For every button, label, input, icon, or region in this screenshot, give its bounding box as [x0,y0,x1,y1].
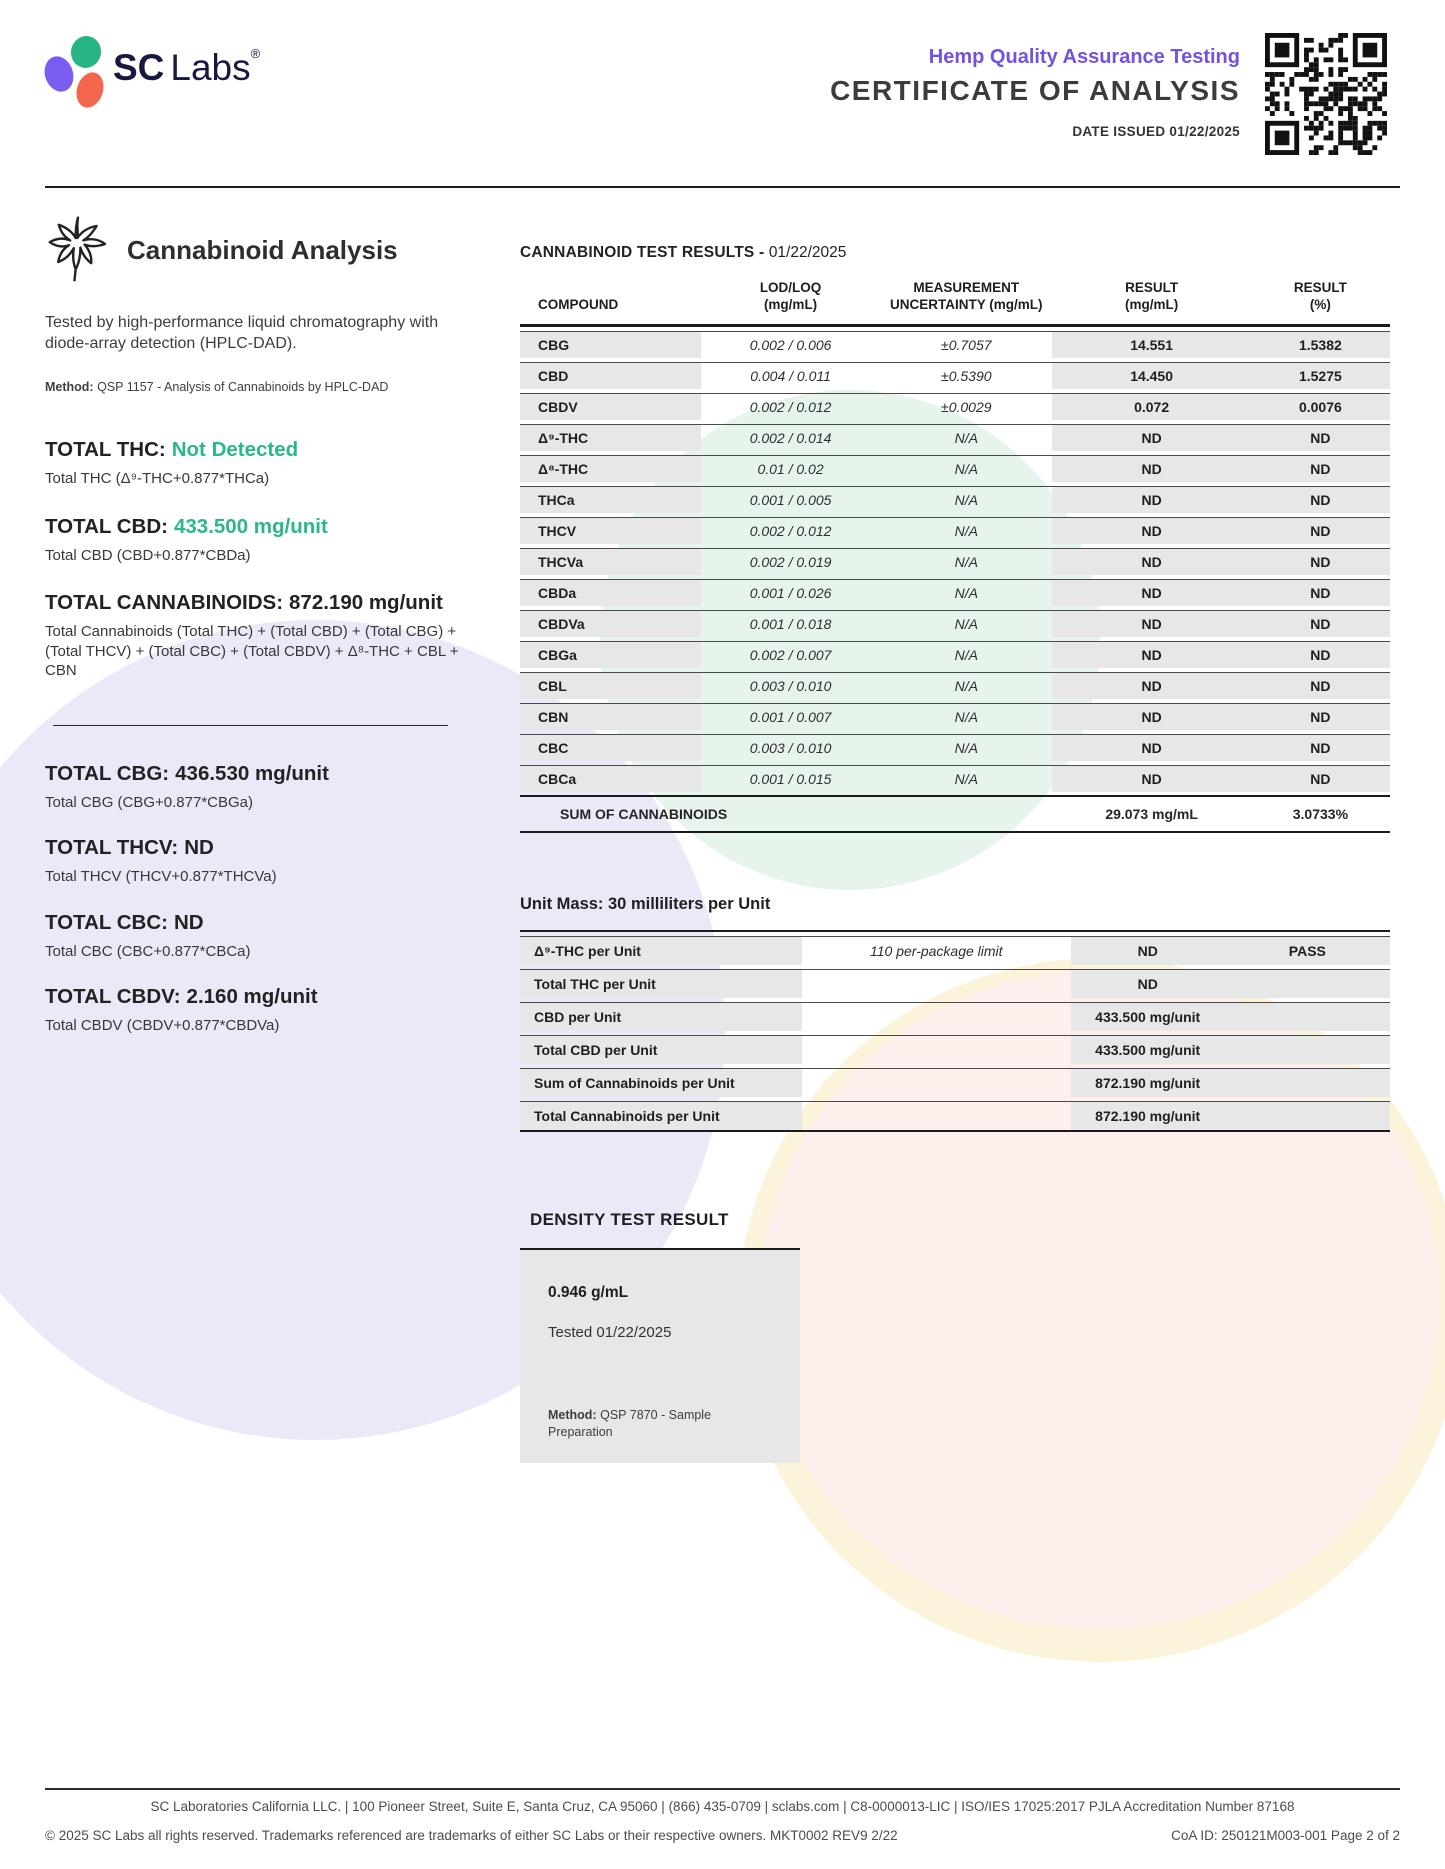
totals-group-2 [45,762,460,1036]
column-header-result-mg [1052,280,1250,314]
table-row [520,362,1390,389]
logo-sc-text: SC [113,47,165,88]
cell-result-mg: 0.072 [1052,394,1250,420]
total-item [45,438,460,489]
header-line: (mg/mL) [763,296,818,312]
cell-unit-limit [802,1069,1071,1097]
cell-unit-pass [1225,1003,1390,1031]
unit-mass-heading: Unit Mass: 30 milliliters per Unit [520,894,771,913]
total-label: TOTAL THCV: [45,836,179,860]
table-row [520,455,1390,482]
cell-lod-loq: 0.002 / 0.012 [749,522,832,539]
cell-uncertainty: N/A [954,770,978,787]
cell-lod-loq: 0.002 / 0.006 [749,336,832,353]
method-label: Method: [45,380,94,395]
logo-orange-petal-icon [72,69,108,111]
cell-result-pct: ND [1251,642,1390,668]
cell-unit-pass [1225,970,1390,998]
results-table-rows [520,331,1390,792]
cell-unit-label: Total THC per Unit [520,970,802,998]
cell-uncertainty: N/A [954,429,978,446]
total-formula: Total THC (Δ⁹-THC+0.877*THCa) [45,470,270,488]
cell-result-mg: ND [1052,642,1250,668]
cell-result-mg: ND [1052,766,1250,792]
cell-compound: Δ⁹-THC [520,425,701,451]
cannabinoid-analysis-summary [45,212,460,1060]
total-label: TOTAL CBDV: [45,985,181,1009]
total-heading [45,911,460,935]
table-row [520,517,1390,544]
sum-label: SUM OF CANNABINOIDS [560,805,728,822]
cell-lod-loq: 0.002 / 0.019 [749,553,832,570]
cell-result-pct: ND [1251,518,1390,544]
total-value: Not Detected [171,438,299,462]
section-title: Cannabinoid Analysis [127,234,398,265]
cell-lod-loq: 0.002 / 0.007 [749,646,832,663]
cell-lod-loq: 0.003 / 0.010 [749,677,832,694]
density-method [548,1407,728,1442]
cell-compound: CBL [520,673,701,699]
cell-compound: THCV [520,518,701,544]
date-issued: DATE ISSUED 01/22/2025 [1072,124,1240,139]
total-formula: Total CBDV (CBDV+0.877*CBDVa) [45,1017,280,1035]
page-title: CERTIFICATE OF ANALYSIS [830,75,1240,106]
footer-copyright: © 2025 SC Labs all rights reserved. Trademarks referenced are trademarks of either SC Labs or their respective owners. MKT0002 REV9 2/22 [45,1828,898,1843]
cell-lod-loq: 0.002 / 0.014 [749,429,832,446]
table-row [520,1002,1390,1031]
cell-uncertainty: ±0.0029 [941,398,992,415]
left-column-divider [53,725,448,726]
cell-lod-loq: 0.001 / 0.026 [749,584,832,601]
total-value: 433.500 mg/unit [174,514,328,538]
results-title-date: 01/22/2025 [768,244,847,261]
cell-result-mg: ND [1052,487,1250,513]
cell-uncertainty: N/A [954,491,978,508]
table-row [520,765,1390,792]
cell-uncertainty: ±0.7057 [941,336,992,353]
header-line: MEASUREMENT [913,280,1020,295]
cell-unit-limit [802,970,1071,998]
header-divider [45,186,1400,188]
cell-unit-result: 872.190 mg/unit [1071,1102,1225,1130]
header-tagline: Hemp Quality Assurance Testing [928,46,1240,68]
total-heading [45,515,460,539]
cell-result-mg: 14.551 [1052,332,1250,358]
cell-compound: Δ⁸-THC [520,456,701,482]
table-row [520,393,1390,420]
total-label: TOTAL CBD: [45,514,168,538]
total-item [45,515,460,566]
logo-wordmark [113,46,260,89]
total-item [45,762,460,813]
cell-result-pct: ND [1251,611,1390,637]
table-row [520,672,1390,699]
registered-trademark-symbol: ® [250,46,261,61]
cell-lod-loq: 0.001 / 0.015 [749,770,832,787]
total-label: TOTAL CBG: [45,761,170,785]
total-heading [45,985,460,1009]
density-value: 0.946 g/mL [548,1283,629,1301]
footer-divider [45,1788,1400,1790]
table-row [520,936,1390,965]
cell-result-pct: 1.5382 [1251,332,1390,358]
table-row [520,969,1390,998]
cell-result-mg: ND [1052,580,1250,606]
cannabinoid-results-table [520,280,1390,833]
results-title-text: CANNABINOID TEST RESULTS - [520,244,769,261]
table-row [520,641,1390,668]
cell-unit-result: 433.500 mg/unit [1071,1003,1225,1031]
sum-result-pct: 3.0733% [1292,805,1349,822]
unit-mass-table [520,930,1390,1132]
cell-compound: THCVa [520,549,701,575]
section-header [45,212,460,288]
cell-lod-loq: 0.004 / 0.011 [750,367,831,384]
cell-unit-pass [1225,1102,1390,1130]
total-formula: Total CBD (CBD+0.877*CBDa) [45,546,251,564]
column-header-lod-loq [701,280,880,314]
table-row [520,610,1390,637]
analysis-method [45,380,460,394]
cell-unit-limit: 110 per-package limit [870,942,1003,959]
sum-of-cannabinoids-row [520,795,1390,833]
cell-result-pct: 1.5275 [1251,363,1390,389]
total-value: 872.190 mg/unit [289,591,443,615]
cell-uncertainty: N/A [954,646,978,663]
cell-uncertainty: N/A [954,615,978,632]
total-heading [45,836,460,860]
table-row [520,734,1390,761]
results-column [520,244,1390,1463]
cell-compound: CBGa [520,642,701,668]
cell-compound: CBDV [520,394,701,420]
table-row [520,424,1390,451]
footer-coa-id: CoA ID: 250121M003-001 Page 2 of 2 [1171,1828,1400,1843]
cell-compound: CBDVa [520,611,701,637]
cell-uncertainty: N/A [954,677,978,694]
qr-code [1265,33,1387,155]
cell-result-mg: ND [1052,518,1250,544]
total-formula: Total CBC (CBC+0.877*CBCa) [45,942,251,960]
total-label: TOTAL CBC: [45,910,168,934]
cell-uncertainty: ±0.5390 [941,367,992,384]
cell-result-pct: 0.0076 [1251,394,1390,420]
cell-uncertainty: N/A [954,584,978,601]
totals-group-1 [45,438,460,681]
results-table-title [520,244,1390,262]
header-line: UNCERTAINTY (mg/mL) [890,296,1043,312]
cell-compound: CBCa [520,766,701,792]
cell-unit-label: Δ⁹-THC per Unit [520,937,802,965]
cell-result-pct: ND [1251,673,1390,699]
logo-labs-text: Labs [170,47,251,88]
footer-address-line: SC Laboratories California LLC. | 100 Pioneer Street, Suite E, Santa Cruz, CA 95060 | (866) 435-0709 | sclabs.com | C8-0000013-LIC | ISO/IES 17025:2017 PJLA Accreditation Number 87168 [150,1799,1295,1814]
results-table-header [520,280,1390,327]
cell-unit-limit [802,1003,1071,1031]
cell-lod-loq: 0.002 / 0.012 [749,398,832,415]
cell-result-mg: ND [1052,735,1250,761]
header-line: (mg/mL) [1124,296,1179,312]
table-row [520,1068,1390,1097]
cell-unit-limit [802,1036,1071,1064]
table-row [520,331,1390,358]
density-test-heading: DENSITY TEST RESULT [530,1209,729,1229]
total-formula: Total Cannabinoids (Total THC) + (Total CBD) + (Total CBG) + (Total THCV) + (Total CBC) + (Total CBDV) + Δ⁸-THC + CBL + CBN [45,623,459,680]
cell-compound: CBC [520,735,701,761]
column-header-result-pct [1251,280,1390,314]
header-line: (%) [1309,296,1331,312]
cell-compound: CBG [520,332,701,358]
table-row [520,548,1390,575]
cell-result-pct: ND [1251,487,1390,513]
cell-compound: CBN [520,704,701,730]
cell-unit-pass [1225,1036,1390,1064]
cell-unit-limit [802,1102,1071,1130]
cell-unit-result: ND [1071,970,1225,998]
cell-result-mg: ND [1052,549,1250,575]
cell-uncertainty: N/A [954,708,978,725]
logo-teal-petal-icon [68,33,104,71]
cell-unit-pass [1225,1069,1390,1097]
method-label: Method: [548,1407,597,1422]
cell-unit-label: Sum of Cannabinoids per Unit [520,1069,802,1097]
cell-result-pct: ND [1251,580,1390,606]
total-label: TOTAL THC: [45,438,166,462]
table-row [520,579,1390,606]
cell-unit-label: Total CBD per Unit [520,1036,802,1064]
cell-uncertainty: N/A [954,460,978,477]
total-item [45,911,460,962]
cell-compound: THCa [520,487,701,513]
total-heading [45,438,460,462]
total-value: 2.160 mg/unit [186,985,318,1009]
footer-legal-line [45,1828,1400,1843]
cell-unit-label: Total Cannabinoids per Unit [520,1102,802,1130]
cell-unit-result: 872.190 mg/unit [1071,1069,1225,1097]
analysis-description: Tested by high-performance liquid chromatography with diode-array detection (HPLC-DAD). [45,314,439,353]
density-tested-date: Tested 01/22/2025 [548,1323,672,1341]
cell-unit-pass: PASS [1225,937,1390,965]
density-result-box [520,1248,800,1463]
sum-result-mg: 29.073 mg/mL [1105,805,1198,822]
table-row [520,486,1390,513]
header-titles [640,46,1240,139]
cell-result-mg: ND [1052,673,1250,699]
total-item [45,836,460,887]
total-item [45,985,460,1036]
cell-uncertainty: N/A [954,739,978,756]
cell-lod-loq: 0.001 / 0.007 [749,708,832,725]
table-row [520,703,1390,730]
cell-lod-loq: 0.01 / 0.02 [757,460,824,477]
cell-lod-loq: 0.001 / 0.005 [749,491,832,508]
column-header-compound: COMPOUND [538,296,619,312]
column-header-uncertainty [880,280,1052,314]
method-value: QSP 7870 - Sample Preparation [548,1407,712,1440]
header-line: RESULT [1293,280,1347,295]
total-item [45,591,460,681]
cell-unit-result: ND [1071,937,1225,965]
cell-result-mg: 14.450 [1052,363,1250,389]
cell-unit-result: 433.500 mg/unit [1071,1036,1225,1064]
total-formula: Total THCV (THCV+0.877*THCVa) [45,868,277,886]
cell-lod-loq: 0.003 / 0.010 [749,739,832,756]
cell-result-pct: ND [1251,456,1390,482]
cell-compound: CBDa [520,580,701,606]
total-value: 436.530 mg/unit [175,761,329,785]
cell-result-mg: ND [1052,425,1250,451]
cell-unit-label: CBD per Unit [520,1003,802,1031]
total-heading [45,762,460,786]
cell-result-pct: ND [1251,549,1390,575]
cell-result-mg: ND [1052,456,1250,482]
cell-result-pct: ND [1251,735,1390,761]
header-line: RESULT [1125,280,1179,295]
table-row [520,1035,1390,1064]
total-heading [45,591,460,615]
cell-uncertainty: N/A [954,522,978,539]
cell-compound: CBD [520,363,701,389]
cell-result-pct: ND [1251,766,1390,792]
cell-result-pct: ND [1251,425,1390,451]
cell-result-mg: ND [1052,611,1250,637]
cell-result-pct: ND [1251,704,1390,730]
total-value: ND [184,836,214,860]
cell-lod-loq: 0.001 / 0.018 [749,615,832,632]
cell-uncertainty: N/A [954,553,978,570]
sc-labs-logo [45,36,365,146]
cell-result-mg: ND [1052,704,1250,730]
table-row [520,1101,1390,1130]
total-formula: Total CBG (CBG+0.877*CBGa) [45,793,254,811]
method-value: QSP 1157 - Analysis of Cannabinoids by HPLC-DAD [97,380,389,395]
header-line: LOD/LOQ [759,280,822,295]
total-value: ND [174,910,204,934]
total-label: TOTAL CANNABINOIDS: [45,591,284,615]
cannabis-leaf-icon [45,212,111,288]
